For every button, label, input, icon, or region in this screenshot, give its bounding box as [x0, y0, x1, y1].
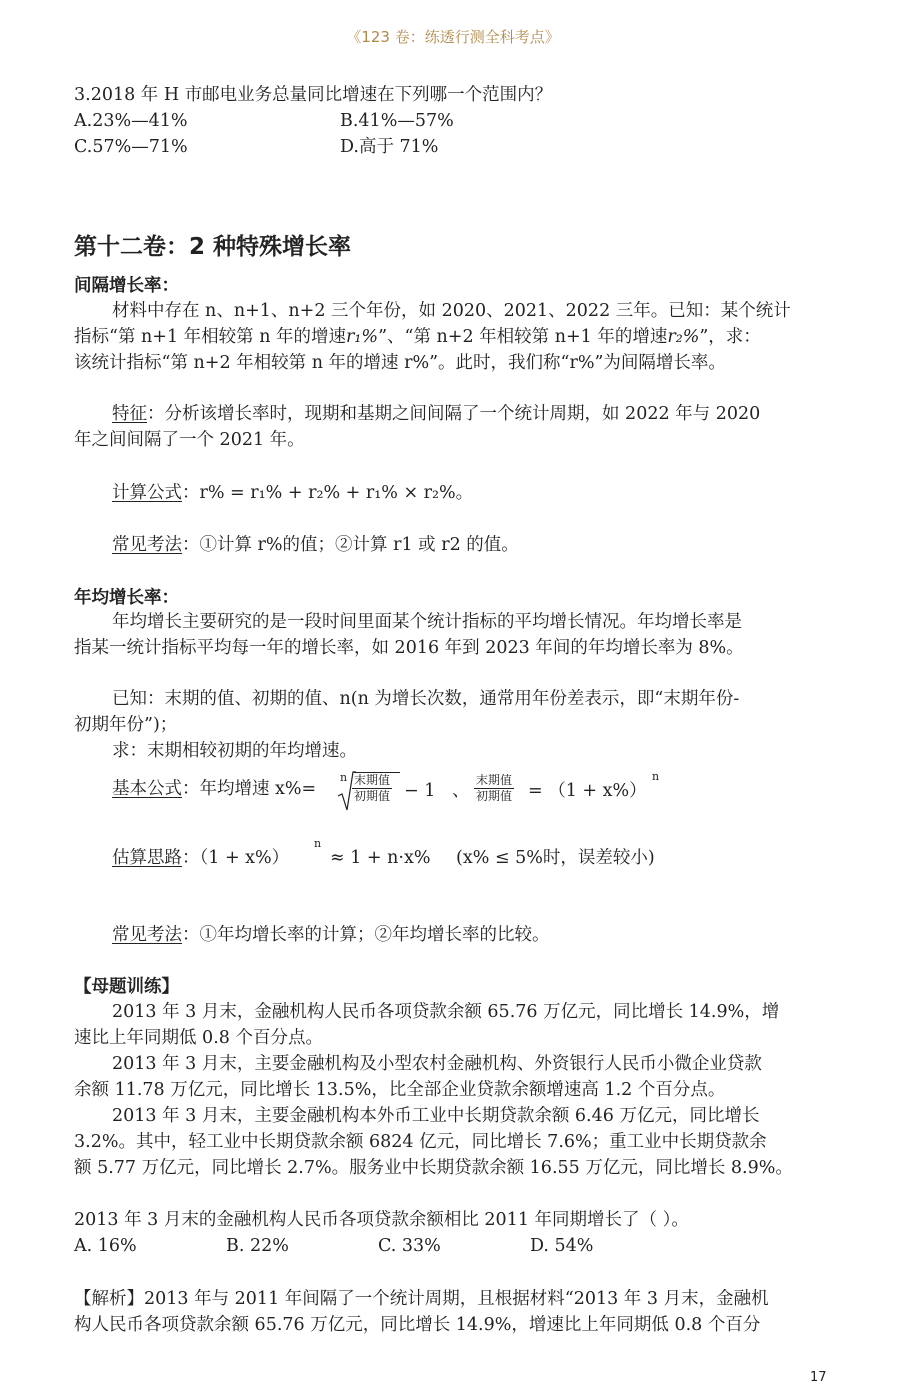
training-option-a: A. 16% — [74, 1236, 137, 1256]
annual-p1-line2: 指某一统计指标平均每一年的增长率，如 2016 年到 2023 年间的年均增长率为 8%。 — [74, 638, 744, 658]
fraction-end-over-start: 末期值 初期值 — [354, 773, 391, 803]
annual-p1-line1: 年均增长主要研究的是一段时间里面某个统计指标的平均增长情况。年均增长率是 — [112, 612, 742, 632]
training-line5: 2013 年 3 月末，主要金融机构本外币工业中长期贷款余额 6.46 万亿元，同比增长 — [112, 1106, 760, 1126]
training-heading: 【母题训练】 — [74, 977, 179, 997]
analysis-line1: 【解析】2013 年与 2011 年间隔了一个统计周期，且根据材料“2013 年 3 月末，金融机 — [74, 1289, 769, 1309]
minus-one: − 1 — [404, 781, 436, 801]
interval-formula: 计算公式：r% = r₁% + r₂% + r₁% × r₂%。 — [112, 483, 474, 503]
power-exponent: n — [652, 770, 660, 783]
interval-p1-line2: 指标“第 n+1 年相较第 n 年的增速r₁%”、“第 n+2 年相较第 n+1 年的增速r₂%”，求： — [74, 327, 761, 347]
training-option-d: D. 54% — [530, 1236, 594, 1256]
training-line7: 额 5.77 万亿元，同比增长 2.7%。服务业中长期贷款余额 16.55 万亿元，同比增长 8.9%。 — [74, 1158, 793, 1178]
interval-feature-line2: 年之间间隔了一个 2021 年。 — [74, 430, 305, 450]
formula-separator: 、 — [452, 781, 470, 801]
annual-heading: 年均增长率： — [74, 588, 179, 608]
root-index: n — [340, 771, 348, 784]
analysis-line2: 构人民币各项贷款余额 65.76 万亿元，同比增长 14.9%，增速比上年同期低 0.8 个百分 — [74, 1315, 761, 1335]
training-line1: 2013 年 3 月末，金融机构人民币各项贷款余额 65.76 万亿元，同比增长 14.9%，增 — [112, 1002, 780, 1022]
interval-common: 常见考法：①计算 r%的值；②计算 r1 或 r2 的值。 — [112, 535, 519, 555]
training-option-c: C. 33% — [378, 1236, 441, 1256]
annual-known-line2: 初期年份”)； — [74, 715, 178, 735]
interval-feature: 特征：分析该增长率时，现期和基期之间间隔了一个统计周期，如 2022 年与 2020 — [112, 404, 761, 424]
annual-common: 常见考法：①年均增长率的计算；②年均增长率的比较。 — [112, 925, 550, 945]
question-3-stem: 3.2018 年 H 市邮电业务总量同比增速在下列哪一个范围内？ — [74, 85, 553, 105]
interval-p1-line1: 材料中存在 n、n+1、n+2 三个年份，如 2020、2021、2022 三年。已知：某个统计 — [112, 301, 791, 321]
interval-heading: 间隔增长率： — [74, 276, 179, 296]
annual-known-line1: 已知：末期的值、初期的值、n(n 为增长次数，通常用年份差表示，即“末期年份- — [112, 689, 740, 709]
estimate-approx: ≈ 1 + n·x% — [330, 848, 431, 868]
section-title: 第十二卷：2 种特殊增长率 — [74, 234, 352, 260]
power-expression: = （1 + x%） — [528, 781, 647, 801]
fraction-end-over-start-2: 末期值 初期值 — [476, 773, 513, 803]
annual-estimate: 估算思路：（1 + x%） — [112, 848, 290, 868]
training-line2: 速比上年同期低 0.8 个百分点。 — [74, 1028, 323, 1048]
training-line3: 2013 年 3 月末，主要金融机构及小型农村金融机构、外资银行人民币小微企业贷款 — [112, 1054, 762, 1074]
option-d: D.高于 71% — [340, 137, 439, 157]
training-line4: 余额 11.78 万亿元，同比增长 13.5%，比全部企业贷款余额增速高 1.2 个百分点。 — [74, 1080, 726, 1100]
training-question: 2013 年 3 月末的金融机构人民币各项贷款余额相比 2011 年同期增长了（ ）。 — [74, 1210, 689, 1230]
training-option-b: B. 22% — [226, 1236, 289, 1256]
training-line6: 3.2%。其中，轻工业中长期贷款余额 6824 亿元，同比增长 7.6%；重工业中长期贷款余 — [74, 1132, 767, 1152]
annual-basic-formula: 基本公式：年均增速 x%= — [112, 779, 317, 799]
option-c: C.57%—71% — [74, 137, 188, 157]
annual-ask: 求：末期相较初期的年均增速。 — [112, 741, 357, 761]
estimate-note: (x% ≤ 5%时，误差较小) — [456, 848, 655, 868]
page-number: 17 — [810, 1370, 827, 1385]
option-a: A.23%—41% — [74, 111, 188, 131]
interval-p1-line3: 该统计指标“第 n+2 年相较第 n 年的增速 r%”。此时，我们称“r%”为间隔增长率。 — [74, 353, 726, 373]
option-b: B.41%—57% — [340, 111, 454, 131]
page-header: 《123 卷：练透行测全科考点》 — [346, 28, 560, 46]
estimate-exponent: n — [314, 837, 322, 850]
